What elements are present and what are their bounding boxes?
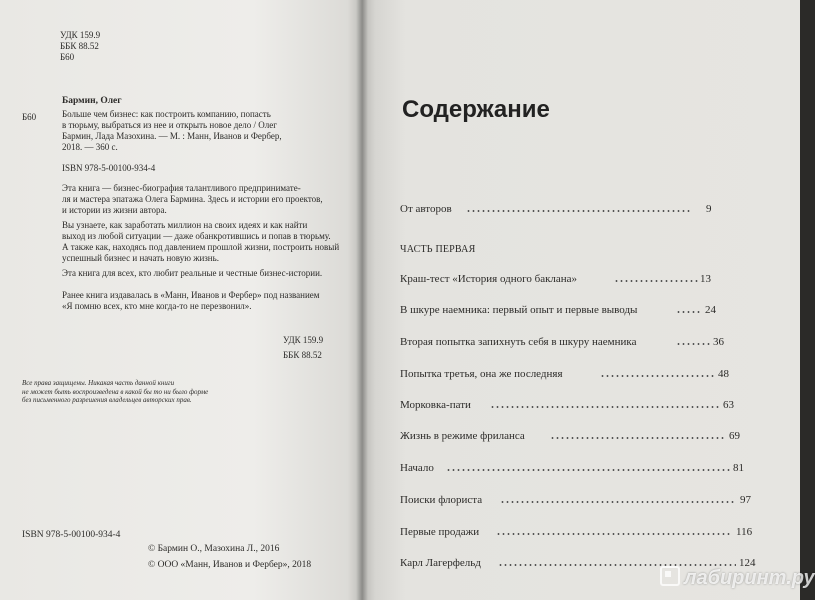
bbk-code-top: ББК 88.52 bbox=[60, 41, 99, 51]
text-line: Все права защищены. Никакая часть данной книги bbox=[22, 379, 175, 387]
toc-entry bbox=[400, 303, 740, 319]
text-line: без письменного разрешения владельцев авторских прав. bbox=[22, 396, 192, 404]
text-line: Больше чем бизнес: как построить компанию, попасть bbox=[62, 109, 271, 119]
toc-entry bbox=[400, 272, 720, 288]
book-gutter bbox=[356, 0, 368, 600]
left-page-imprint bbox=[0, 0, 362, 600]
toc-entry-page: 97 bbox=[740, 494, 751, 506]
isbn-bottom: ISBN 978-5-00100-934-4 bbox=[22, 530, 121, 540]
toc-entry-page: 9 bbox=[706, 203, 712, 215]
toc-entry-label: Начало bbox=[400, 462, 434, 474]
toc-leader-dots bbox=[600, 375, 716, 377]
text-line: в тюрьму, выбраться из нее и открыть новое дело / Олег bbox=[62, 120, 277, 130]
text-line: Эта книга — бизнес-биография талантливого предпринимате- bbox=[62, 183, 301, 193]
toc-entry-label: Морковка-пати bbox=[400, 399, 471, 411]
toc-entry-label: Попытка третья, она же последняя bbox=[400, 368, 563, 380]
toc-entry-label: В шкуре наемника: первый опыт и первые выводы bbox=[400, 304, 638, 316]
toc-entry-page: 36 bbox=[713, 336, 724, 348]
toc-leader-dots bbox=[550, 437, 726, 439]
toc-entry bbox=[400, 398, 740, 414]
toc-entry bbox=[400, 525, 755, 541]
text-line: успешный бизнес и начать новую жизнь. bbox=[62, 253, 219, 263]
watermark bbox=[660, 566, 815, 590]
toc-leader-dots bbox=[490, 406, 720, 408]
toc-entry-page: 48 bbox=[718, 368, 729, 380]
text-line: Бармин, Лада Мазохина. — М. : Манн, Иванов и Фербер, bbox=[62, 131, 282, 141]
toc-leader-dots bbox=[500, 501, 736, 503]
toc-entry-label: Карл Лагерфельд bbox=[400, 557, 481, 569]
text-line: ля и мастера эпатажа Олега Бармина. Здесь и истории его проектов, bbox=[62, 194, 323, 204]
toc-entry bbox=[400, 429, 740, 445]
author-mark: Б60 bbox=[22, 112, 37, 122]
text-line: Вы узнаете, как заработать миллион на своих идеях и как найти bbox=[62, 220, 308, 230]
watermark-text: лабиринт.ру bbox=[684, 567, 815, 589]
text-line: не может быть воспроизведена в какой бы то ни было форме bbox=[22, 387, 209, 396]
toc-entry bbox=[400, 335, 740, 351]
text-line: Ранее книга издавалась в «Манн, Иванов и Фербер» под названием bbox=[62, 290, 320, 300]
author-mark-top: Б60 bbox=[60, 52, 75, 62]
annotation-paragraph-1 bbox=[62, 183, 323, 216]
isbn-line: ISBN 978-5-00100-934-4 bbox=[62, 163, 156, 173]
toc-entry-page: 24 bbox=[705, 304, 716, 316]
udk-code-top: УДК 159.9 bbox=[60, 30, 101, 40]
text-line: 2018. — 360 с. bbox=[62, 142, 118, 152]
text-line: выход из любой ситуации — даже обанкротившись и попав в тюрьму. bbox=[62, 231, 331, 241]
author-name: Бармин, Олег bbox=[62, 96, 122, 106]
toc-entry-label: Жизнь в режиме фриланса bbox=[400, 430, 525, 442]
page-title: Содержание bbox=[402, 96, 550, 123]
toc-entry-page: 116 bbox=[736, 526, 753, 538]
toc-entry-label: От авторов bbox=[400, 203, 452, 215]
toc-entry-label: Краш-тест «История одного баклана» bbox=[400, 273, 578, 285]
toc-entry-page: 63 bbox=[723, 399, 734, 411]
annotation-paragraph-4 bbox=[62, 290, 319, 312]
toc-entry bbox=[400, 493, 750, 509]
toc-leader-dots bbox=[614, 280, 698, 282]
annotation-paragraph-2 bbox=[62, 220, 339, 264]
toc-leader-dots bbox=[676, 311, 702, 313]
toc-leader-dots bbox=[446, 469, 730, 471]
text-line: «Я помню всех, кто мне когда-то не перезвонил». bbox=[62, 301, 252, 311]
text-line: Эта книга для всех, кто любит реальные и честные бизнес-истории. bbox=[62, 268, 323, 278]
toc-entry bbox=[400, 202, 712, 218]
toc-entry bbox=[400, 461, 745, 477]
toc-leader-dots bbox=[466, 210, 690, 212]
bbk-code-bottom: ББК 88.52 bbox=[283, 350, 322, 360]
copyright-publisher: © ООО «Манн, Иванов и Фербер», 2018 bbox=[148, 560, 312, 570]
annotation-paragraph-3 bbox=[62, 268, 322, 279]
part-heading: ЧАСТЬ ПЕРВАЯ bbox=[400, 244, 476, 255]
toc-entry-page: 124 bbox=[739, 557, 756, 569]
toc-leader-dots bbox=[496, 533, 732, 535]
text-line: А также как, находясь под давлением прошлой жизни, построить новый bbox=[62, 242, 340, 252]
udk-code-bottom: УДК 159.9 bbox=[283, 335, 324, 345]
toc-entry-label: Поиски флориста bbox=[400, 494, 483, 506]
toc-entry-page: 13 bbox=[700, 273, 711, 285]
rights-notice bbox=[22, 379, 208, 405]
right-page-contents bbox=[362, 0, 800, 600]
toc-entry-label: Первые продажи bbox=[400, 526, 480, 538]
toc-entry-label: Вторая попытка запихнуть себя в шкуру наемника bbox=[400, 336, 637, 348]
toc-entry-page: 81 bbox=[733, 462, 744, 474]
text-line: и истории из жизни автора. bbox=[62, 205, 167, 215]
toc-entry-page: 69 bbox=[729, 430, 740, 442]
labirint-logo-icon bbox=[660, 566, 680, 586]
toc-leader-dots bbox=[676, 343, 710, 345]
bibliographic-description bbox=[62, 109, 282, 153]
copyright-authors: © Бармин О., Мазохина Л., 2016 bbox=[148, 544, 280, 554]
toc-entry bbox=[400, 367, 740, 383]
